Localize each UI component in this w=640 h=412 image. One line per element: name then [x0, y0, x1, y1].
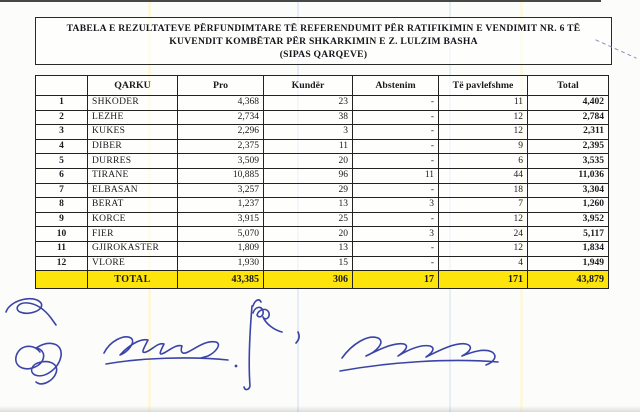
document-title-box	[35, 17, 612, 65]
cell-qarku: DIBER	[88, 139, 178, 154]
title-line-1: TABELA E REZULTATEVE PËRFUNDIMTARE TË REFERENDUMIT PËR RATIFIKIMIN E VENDIMIT NR. 6 TË	[66, 22, 581, 34]
cell-total: 5,117	[528, 227, 609, 242]
cell-te_pavlefshme: 12	[439, 212, 528, 227]
signature-3-underline	[106, 358, 228, 364]
cell-total: 1,260	[528, 198, 609, 213]
cell-pro: 2,375	[178, 139, 264, 154]
cell-kunder: 3	[264, 125, 353, 140]
cell-kunder: 38	[264, 110, 353, 125]
scan-edge-line	[0, 0, 601, 2]
cell-kunder: 15	[264, 256, 353, 271]
cell-abstenim: -	[353, 125, 439, 140]
signature-1	[6, 299, 56, 325]
table-row	[36, 110, 609, 125]
col-header-kunder: Kundër	[264, 76, 353, 96]
cell-qarku: BERAT	[88, 198, 178, 213]
cell-abstenim: -	[353, 110, 439, 125]
cell-nr: 7	[36, 183, 88, 198]
table-row	[36, 256, 609, 271]
signature-5	[342, 337, 495, 365]
cell-abstenim: 3	[353, 198, 439, 213]
table-row	[36, 198, 609, 213]
cell-abstenim: 3	[353, 227, 439, 242]
col-header-total: Total	[528, 76, 609, 96]
cell-pro: 3,509	[178, 154, 264, 169]
cell-kunder: 20	[264, 227, 353, 242]
table-row	[36, 227, 609, 242]
cell-pro: 3,915	[178, 212, 264, 227]
cell-kunder: 11	[264, 139, 353, 154]
table-row	[36, 212, 609, 227]
table-row	[36, 96, 609, 111]
signature-4-loops	[253, 307, 282, 332]
col-header-abstenim: Abstenim	[353, 76, 439, 96]
total-row	[36, 271, 609, 289]
cell-pro: 1,930	[178, 256, 264, 271]
cell-qarku: KORCE	[88, 212, 178, 227]
cell-te_pavlefshme: 12	[439, 110, 528, 125]
cell-nr: 3	[36, 125, 88, 140]
cell-abstenim: -	[353, 139, 439, 154]
cell-nr: 1	[36, 96, 88, 111]
cell-te_pavlefshme: 4	[439, 256, 528, 271]
cell-abstenim: -	[353, 96, 439, 111]
cell-total: 2,784	[528, 110, 609, 125]
cell-abstenim: 11	[353, 168, 439, 183]
total-cell-abstenim: 17	[353, 271, 439, 289]
cell-nr: 2	[36, 110, 88, 125]
cell-te_pavlefshme: 18	[439, 183, 528, 198]
cell-nr: 10	[36, 227, 88, 242]
cell-pro: 2,296	[178, 125, 264, 140]
cell-nr: 4	[36, 139, 88, 154]
signature-3-dot	[235, 365, 238, 368]
table-row	[36, 183, 609, 198]
cell-qarku: LEZHE	[88, 110, 178, 125]
total-cell-total: 43,879	[528, 271, 609, 289]
cell-abstenim: -	[353, 256, 439, 271]
table-row	[36, 154, 609, 169]
cell-kunder: 96	[264, 168, 353, 183]
cell-te_pavlefshme: 9	[439, 139, 528, 154]
cell-qarku: GJIROKASTER	[88, 241, 178, 256]
results-table	[35, 75, 609, 289]
cell-te_pavlefshme: 7	[439, 198, 528, 213]
cell-te_pavlefshme: 12	[439, 241, 528, 256]
total-cell-kunder: 306	[264, 271, 353, 289]
table-row	[36, 168, 609, 183]
cell-abstenim: -	[353, 154, 439, 169]
cell-total: 3,304	[528, 183, 609, 198]
total-cell-pro: 43,385	[178, 271, 264, 289]
cell-total: 2,311	[528, 125, 609, 140]
cell-kunder: 13	[264, 241, 353, 256]
col-header-pro: Pro	[178, 76, 264, 96]
cell-nr: 11	[36, 241, 88, 256]
cell-pro: 10,885	[178, 168, 264, 183]
cell-nr: 6	[36, 168, 88, 183]
results-body	[36, 96, 609, 271]
cell-total: 3,952	[528, 212, 609, 227]
col-header-nr	[36, 76, 88, 96]
cell-nr: 12	[36, 256, 88, 271]
cell-pro: 1,237	[178, 198, 264, 213]
cell-total: 4,402	[528, 96, 609, 111]
total-cell-nr	[36, 271, 88, 289]
title-line-2: KUVENDIT KOMBËTAR PËR SHKARKIMIN E Z. LULZIM BASHA	[169, 35, 478, 47]
cell-nr: 9	[36, 212, 88, 227]
cell-total: 2,395	[528, 139, 609, 154]
cell-pro: 5,070	[178, 227, 264, 242]
cell-qarku: ELBASAN	[88, 183, 178, 198]
cell-te_pavlefshme: 11	[439, 96, 528, 111]
cell-pro: 2,734	[178, 110, 264, 125]
total-cell-te-pavlefshme: 171	[439, 271, 528, 289]
cell-te_pavlefshme: 44	[439, 168, 528, 183]
cell-kunder: 20	[264, 154, 353, 169]
signature-4-comma	[296, 332, 299, 343]
cell-abstenim: -	[353, 212, 439, 227]
cell-te_pavlefshme: 12	[439, 125, 528, 140]
cell-nr: 5	[36, 154, 88, 169]
cell-abstenim: -	[353, 241, 439, 256]
col-header-qarku: QARKU	[88, 76, 178, 96]
header-row	[36, 76, 609, 96]
cell-qarku: FIER	[88, 227, 178, 242]
table-row	[36, 125, 609, 140]
cell-nr: 8	[36, 198, 88, 213]
cell-total: 1,834	[528, 241, 609, 256]
cell-abstenim: -	[353, 183, 439, 198]
cell-kunder: 25	[264, 212, 353, 227]
table-row	[36, 139, 609, 154]
cell-te_pavlefshme: 24	[439, 227, 528, 242]
cell-total: 3,535	[528, 154, 609, 169]
total-label: TOTAL	[88, 271, 178, 289]
signature-3	[104, 337, 218, 358]
col-header-te-pavlefshme: Të pavlefshme	[439, 76, 528, 96]
cell-kunder: 29	[264, 183, 353, 198]
cell-qarku: DURRES	[88, 154, 178, 169]
cell-pro: 4,368	[178, 96, 264, 111]
cell-pro: 1,809	[178, 241, 264, 256]
cell-total: 1,949	[528, 256, 609, 271]
signature-2	[16, 343, 61, 383]
cell-qarku: TIRANE	[88, 168, 178, 183]
cell-kunder: 23	[264, 96, 353, 111]
cell-pro: 3,257	[178, 183, 264, 198]
cell-qarku: VLORE	[88, 256, 178, 271]
cell-te_pavlefshme: 6	[439, 154, 528, 169]
scan-bottom-shadow	[0, 406, 640, 412]
cell-kunder: 13	[264, 198, 353, 213]
signature-5-underline	[340, 360, 498, 371]
cell-total: 11,036	[528, 168, 609, 183]
signature-4	[244, 300, 261, 390]
title-line-3: (SIPAS QARQEVE)	[279, 48, 368, 60]
cell-qarku: KUKES	[88, 125, 178, 140]
table-row	[36, 241, 609, 256]
cell-qarku: SHKODER	[88, 96, 178, 111]
